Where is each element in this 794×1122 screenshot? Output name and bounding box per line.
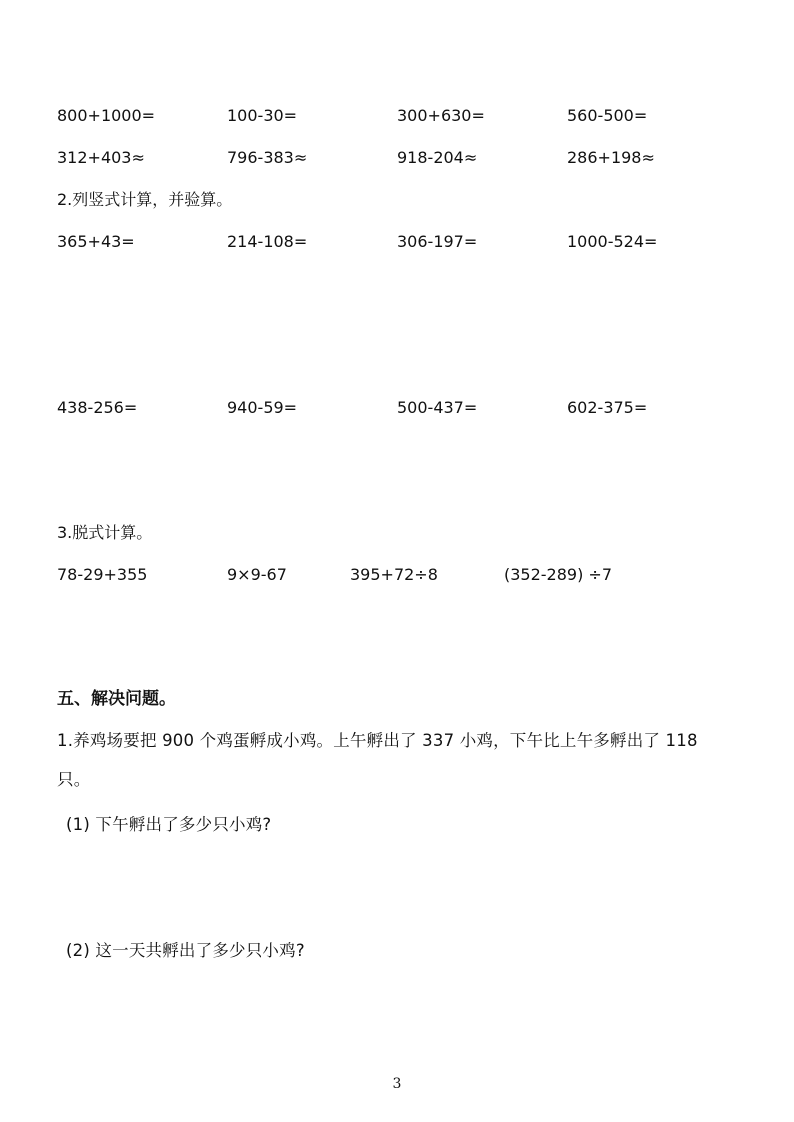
- problem-1-text-continued: 只。: [57, 770, 91, 789]
- expression: 9×9-67: [227, 565, 287, 584]
- expression: 800+1000=: [57, 106, 156, 125]
- expression: 312+403≈: [57, 148, 145, 167]
- expression: 300+630=: [397, 106, 485, 125]
- expression: 286+198≈: [567, 148, 655, 167]
- sub-question-2: (2) 这一天共孵出了多少只小鸡?: [66, 941, 305, 960]
- page-number: 3: [392, 1076, 402, 1092]
- expression: 438-256=: [57, 398, 138, 417]
- expression: 78-29+355: [57, 565, 148, 584]
- expression: 214-108=: [227, 232, 308, 251]
- section-3-title: 3.脱式计算。: [57, 523, 153, 542]
- problem-1-text: 1.养鸡场要把 900 个鸡蛋孵成小鸡。上午孵出了 337 小鸡，下午比上午多孵出了 118: [57, 731, 698, 750]
- expression: 796-383≈: [227, 148, 308, 167]
- expression: 395+72÷8: [350, 565, 438, 584]
- expression: 1000-524=: [567, 232, 658, 251]
- part-5-heading: 五、解决问题。: [57, 689, 176, 709]
- expression: 365+43=: [57, 232, 135, 251]
- expression: 560-500=: [567, 106, 648, 125]
- expression: 500-437=: [397, 398, 478, 417]
- expression: 100-30=: [227, 106, 298, 125]
- section-2-title: 2.列竖式计算，并验算。: [57, 190, 233, 209]
- expression: 306-197=: [397, 232, 478, 251]
- expression: 918-204≈: [397, 148, 478, 167]
- expression: (352-289) ÷7: [504, 565, 613, 584]
- expression: 940-59=: [227, 398, 298, 417]
- expression: 602-375=: [567, 398, 648, 417]
- sub-question-1: (1) 下午孵出了多少只小鸡?: [66, 815, 272, 834]
